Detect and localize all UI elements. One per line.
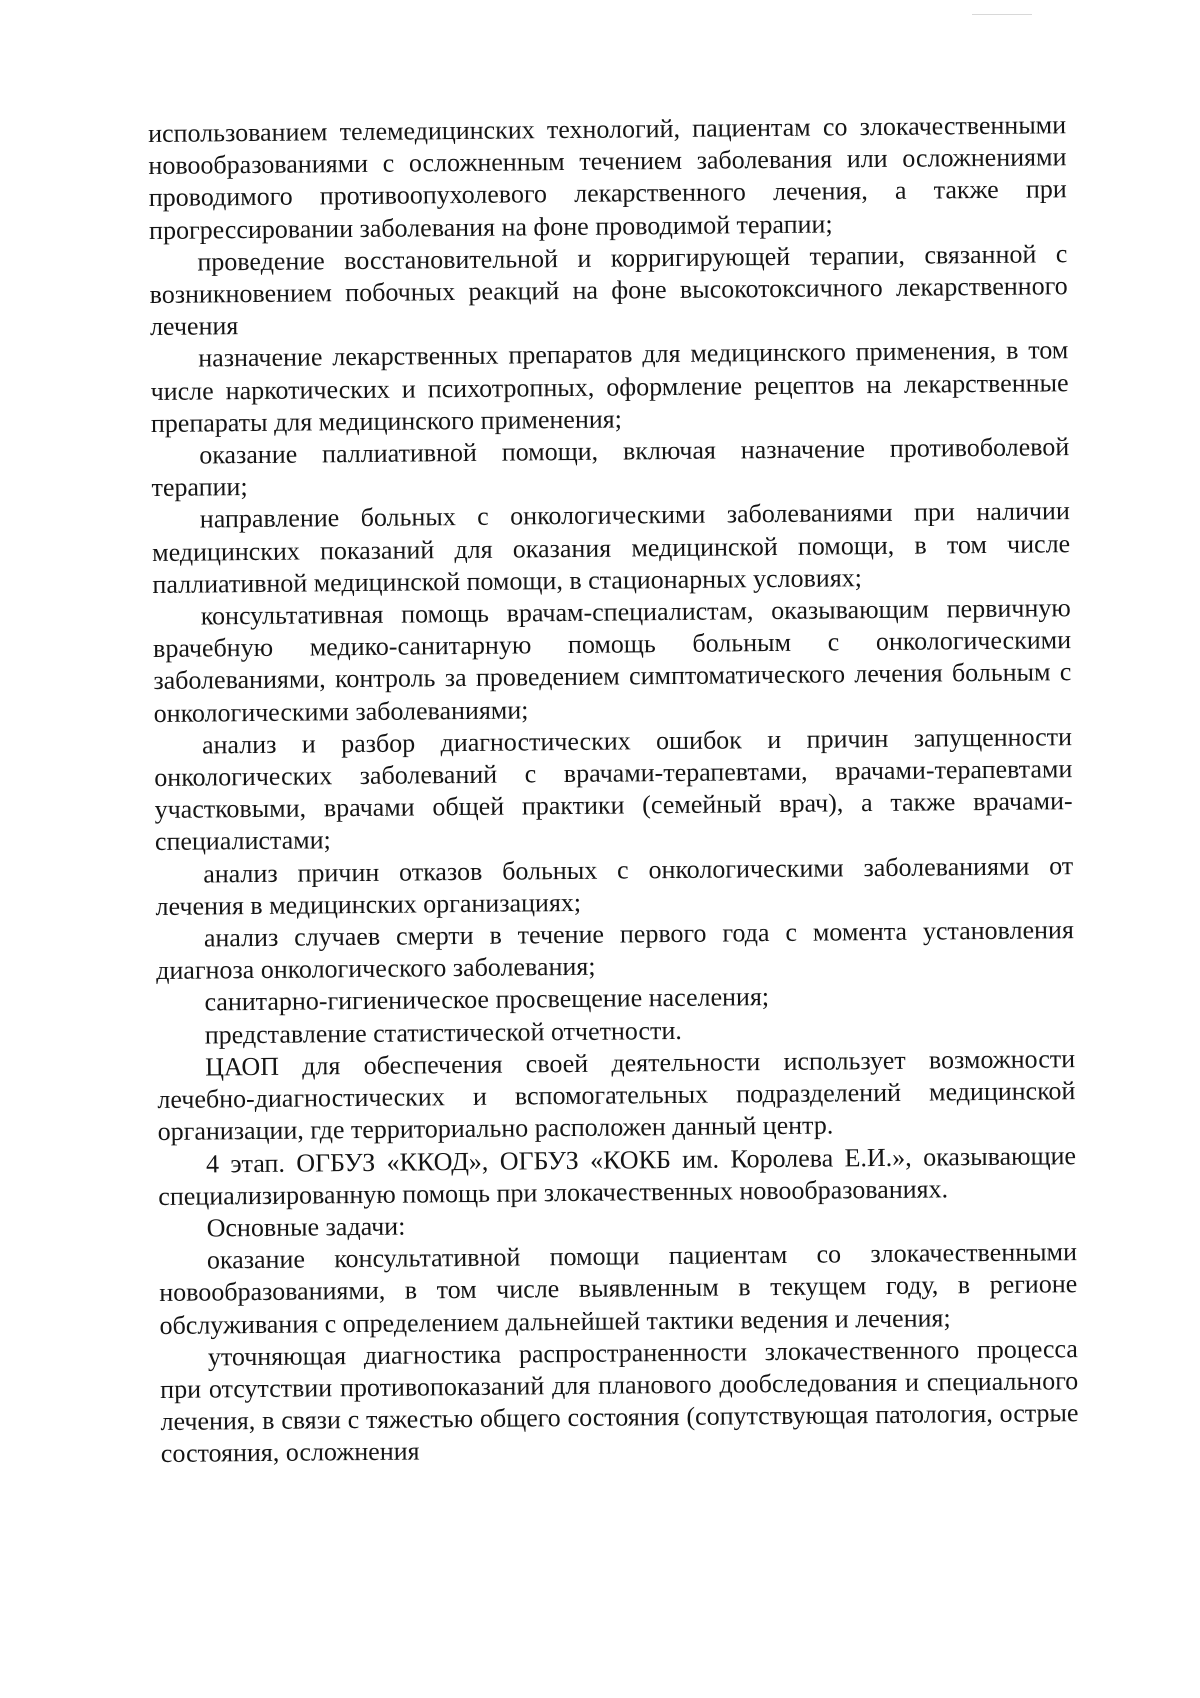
paragraph-main-tasks-heading: Основные задачи:	[206, 1211, 406, 1243]
document-body	[148, 109, 1079, 1470]
paragraph-palliative-care: оказание паллиативной помощи, включая назначение противоболевой терапии;	[151, 432, 1070, 503]
paragraph-prescriptions: назначение лекарственных препаратов для медицинского применения, в том числе наркотических и психотропных, оформление рецептов на лекарственные препараты для медицинского применения;	[150, 335, 1069, 438]
paragraph-referral: направление больных с онкологическими заболеваниями при наличии медицинских показаний для оказания медицинской помощи, в том числе паллиативной медицинской помощи, в стационарных условиях;	[152, 496, 1071, 599]
paragraph-sanitary-education: санитарно-гигиеническое просвещение населения;	[204, 982, 770, 1017]
paragraph-mortality-analysis: анализ случаев смерти в течение первого года с момента установления диагноза онкологического заболевания;	[156, 915, 1074, 986]
paragraph-clarifying-diagnostics: уточняющая диагностика распространенности злокачественного процесса при отсутствии противопоказаний для планового дообследования и специального лечения, в связи с тяжестью общего состояния (сопутствующая патология, острые состояния, осложнения	[160, 1333, 1079, 1469]
paragraph-statistics: представление статистической отчетности.	[204, 1015, 682, 1050]
paragraph-consultative-help: консультативная помощь врачам-специалистам, оказывающим первичную врачебную медико-санитарную помощь больным с онкологическими заболеваниями, контроль за проведением симптоматического лечения больным с онкологическими заболеваниями;	[152, 593, 1072, 728]
paragraph-caop-resources: ЦАОП для обеспечения своей деятельности использует возможности лечебно-диагностических и вспомогательных подразделений медицинской организации, где территориально расположен данный центр.	[157, 1044, 1076, 1147]
paragraph-restorative-therapy: проведение восстановительной и корригирующей терапии, связанной с возникновением побочных реакций на фоне высокотоксичного лекарственного лечения	[149, 238, 1068, 342]
paragraph-telemedicine: использованием телемедицинских технологий, пациентам со злокачественными новообразованиями с осложненным течением заболевания или осложнениями проводимого противоопухолевого лекарственного лечения, а также при прогрессировании заболевания на фоне проводимой терапии;	[148, 110, 1067, 245]
paragraph-consultative-assistance: оказание консультативной помощи пациентам со злокачественными новообразованиями, в том числе выявленным в текущем году, в регионе обслуживания с определением дальнейшей тактики ведения и лечения;	[159, 1237, 1078, 1340]
paragraph-error-analysis: анализ и разбор диагностических ошибок и причин запущенности онкологических заболеваний с врачами-терапевтами, врачами-терапевтами участковыми, врачами общей практики (семейный врач), а также врачами-специалистами;	[154, 722, 1073, 857]
paragraph-stage-4: 4 этап. ОГБУЗ «ККОД», ОГБУЗ «КОКБ им. Королева Е.И.», оказывающие специализированную помощь при злокачественных новообразованиях.	[158, 1140, 1077, 1211]
paragraph-refusal-analysis: анализ причин отказов больных с онкологическими заболеваниями от лечения в медицинских организациях;	[155, 850, 1074, 921]
scan-artifact	[972, 14, 1032, 15]
